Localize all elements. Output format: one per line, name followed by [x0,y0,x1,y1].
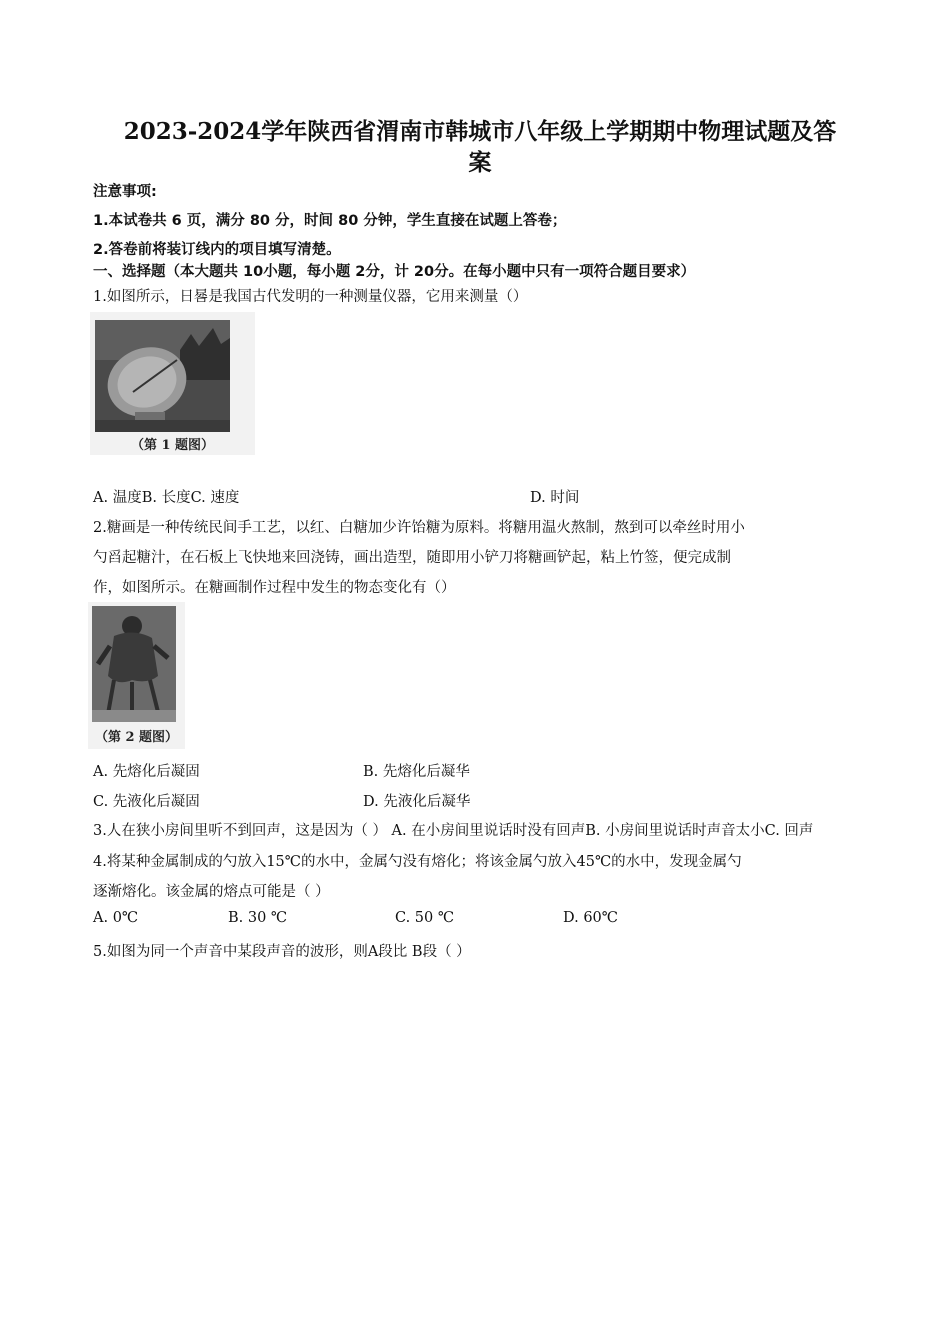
question-1-figure-caption: （第 1 题图） [130,438,215,453]
sundial-photo [95,320,230,432]
question-1-figure [90,312,255,455]
question-2-line-1: 2.糖画是一种传统民间手工艺，以红、白糖加少许饴糖为原料。将糖用温火熬制，熬到可以牵丝时用小 [93,520,745,536]
question-2-line-3: 作，如图所示。在糖画制作过程中发生的物态变化有（） [93,580,456,596]
question-3-line: 3.人在狭小房间里听不到回声，这是因为（ ） A. 在小房间里说话时没有回声B. 小房间里说话时声音太小C. 回声 [93,823,814,839]
question-4-option-a: A. 0℃ [93,910,139,926]
question-2-option-d: D. 先液化后凝华 [363,794,471,810]
question-2-figure-caption: （第 2 题图） [94,730,179,745]
question-4-line-1: 4.将某种金属制成的勺放入15℃的水中，金属勺没有熔化；将该金属勺放入45℃的水中，发现金属勺 [93,854,742,870]
sugar-painting-photo [92,606,176,722]
question-2-figure [88,602,185,749]
question-1-option-d: D. 时间 [530,490,580,506]
question-1-stem: 1.如图所示，日晷是我国古代发明的一种测量仪器，它用来测量（） [93,289,528,305]
notice-heading: 注意事项: [93,184,157,200]
notice-item-1: 1.本试卷共 6 页，满分 80 分，时间 80 分钟，学生直接在试题上答卷； [93,213,567,229]
notice-item-2: 2.答卷前将装订线内的项目填写清楚。 [93,242,341,258]
question-4-line-2: 逐渐熔化。该金属的熔点可能是（ ） [93,884,330,900]
section-1-heading: 一、选择题（本大题共 10小题，每小题 2分，计 20分。在每小题中只有一项符合题目要求） [93,264,696,280]
question-4-option-c: C. 50 ℃ [395,910,455,926]
document-title [60,116,900,178]
title-line-1: 2023-2024学年陕西省渭南市韩城市八年级上学期期中物理试题及答 [123,118,837,145]
question-2-option-a: A. 先熔化后凝固 [93,764,200,780]
question-5-line: 5.如图为同一个声音中某段声音的波形，则A段比 B段（ ） [93,944,471,960]
question-4-option-d: D. 60℃ [563,910,618,926]
question-4-option-b: B. 30 ℃ [228,910,288,926]
question-2-option-c: C. 先液化后凝固 [93,794,200,810]
question-1-options-abc: A. 温度B. 长度C. 速度 [93,490,240,506]
question-2-option-b: B. 先熔化后凝华 [363,764,470,780]
question-2-line-2: 勺舀起糖汁，在石板上飞快地来回浇铸，画出造型，随即用小铲刀将糖画铲起，粘上竹签，便完成制 [93,550,731,566]
title-line-2: 案 [468,149,492,176]
